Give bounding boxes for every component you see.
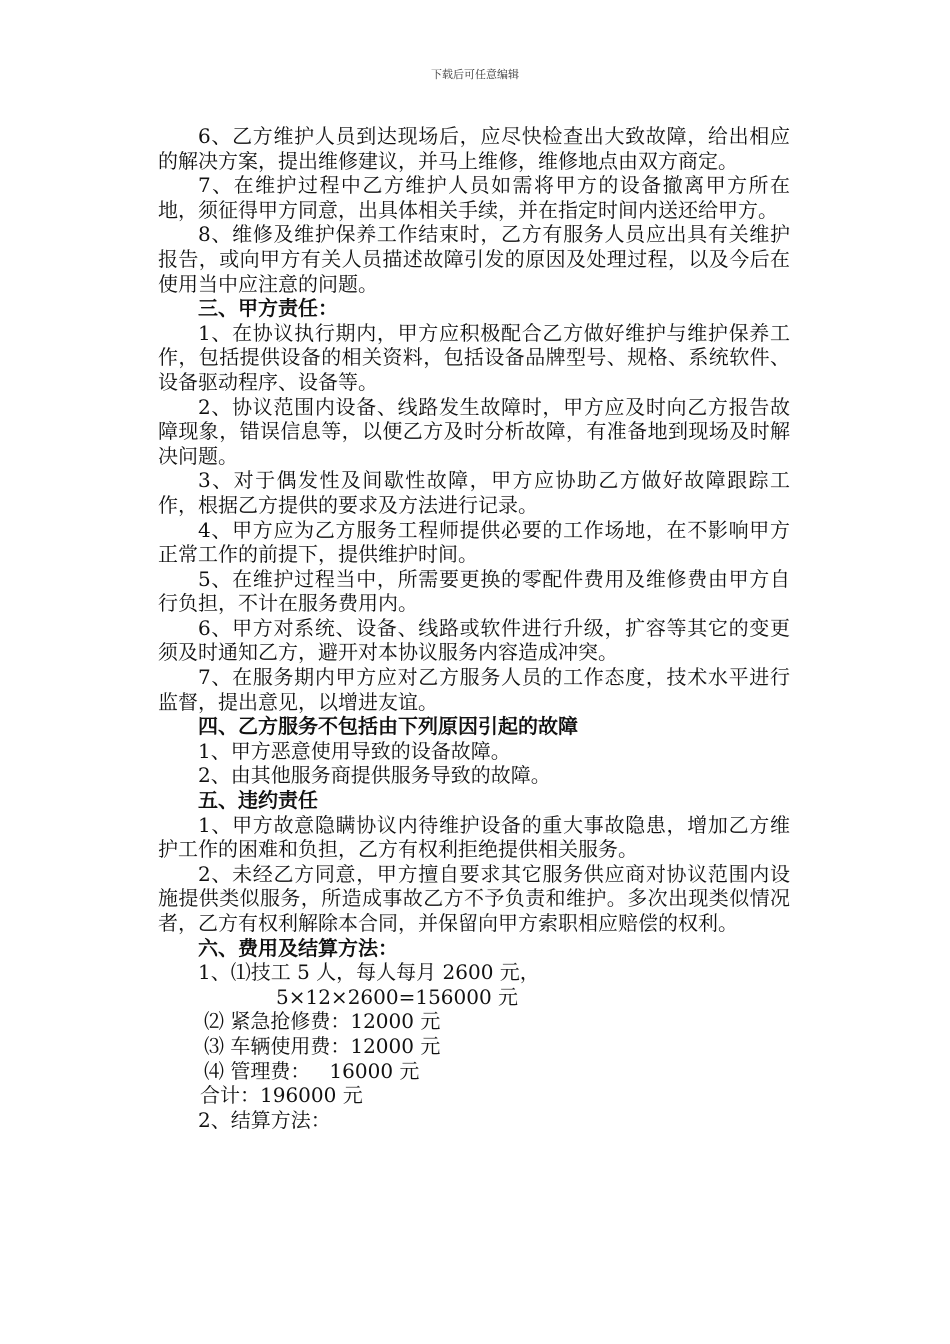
clause-3-1: 1、在协议执行期内，甲方应积极配合乙方做好维护与维护保养工作，包括提供设备的相关资料，包括设备品牌型号、规格、系统软件、设备驱动程序、设备等。	[158, 320, 790, 394]
clause-5-2: 2、未经乙方同意，甲方擅自要求其它服务供应商对协议范围内设施提供类似服务，所造成事故乙方不予负责和维护。多次出现类似情况者，乙方有权利解除本合同，并保留向甲方索职相应赔偿的权利。	[158, 861, 790, 935]
clause-3-4: 4、甲方应为乙方服务工程师提供必要的工作场地，在不影响甲方正常工作的前提下，提供维护时间。	[158, 517, 790, 567]
settlement-method: 2、结算方法：	[198, 1107, 331, 1132]
fee-management: ⑷ 管理费： 16000 元	[204, 1058, 420, 1083]
fee-total: 合计：196000 元	[200, 1083, 363, 1108]
clause-5-1: 1、甲方故意隐瞒协议内待维护设备的重大事故隐患，增加乙方维护工作的困难和负担，乙方有权利拒绝提供相关服务。	[158, 812, 790, 862]
clause-3-5: 5、在维护过程当中，所需要更换的零配件费用及维修费由甲方自行负担，不计在服务费用内。	[158, 566, 790, 616]
section-4-title: 四、乙方服务不包括由下列原因引起的故障	[198, 714, 578, 739]
document-body	[158, 124, 790, 1132]
fee-labor-calc: 5×12×2600=156000 元	[276, 984, 519, 1009]
fee-vehicle: ⑶ 车辆使用费：12000 元	[204, 1033, 441, 1058]
clause-4-1: 1、甲方恶意使用导致的设备故障。	[198, 738, 511, 763]
clause-3-7: 7、在服务期内甲方应对乙方服务人员的工作态度，技术水平进行监督，提出意见，以增进友谊。	[158, 665, 790, 714]
section-6-title: 六、费用及结算方法：	[198, 935, 398, 960]
fee-labor: 1、⑴技工 5 人，每人每月 2600 元，	[198, 960, 540, 985]
page-header: 下载后可任意编辑	[431, 68, 519, 81]
section-5-title: 五、违约责任	[198, 788, 318, 813]
clause-3-2: 2、协议范围内设备、线路发生故障时，甲方应及时向乙方报告故障现象，错误信息等，以便乙方及时分析故障，有准备地到现场及时解决问题。	[158, 394, 790, 468]
section-3-title: 三、甲方责任：	[198, 296, 338, 321]
clause-2-6: 6、乙方维护人员到达现场后，应尽快检查出大致故障，给出相应的解决方案，提出维修建议，并马上维修，维修地点由双方商定。	[158, 124, 790, 173]
fee-emergency: ⑵ 紧急抢修费：12000 元	[204, 1009, 441, 1034]
clause-3-6: 6、甲方对系统、设备、线路或软件进行升级，扩容等其它的变更须及时通知乙方，避开对本协议服务内容造成冲突。	[158, 615, 790, 665]
clause-2-7: 7、在维护过程中乙方维护人员如需将甲方的设备撤离甲方所在地，须征得甲方同意，出具体相关手续，并在指定时间内送还给甲方。	[158, 173, 790, 222]
clause-4-2: 2、由其他服务商提供服务导致的故障。	[198, 763, 551, 788]
clause-2-8: 8、维修及维护保养工作结束时，乙方有服务人员应出具有关维护报告，或向甲方有关人员描述故障引发的原因及处理过程，以及今后在使用当中应注意的问题。	[158, 222, 790, 296]
clause-3-3: 3、对于偶发性及间歇性故障，甲方应协助乙方做好故障跟踪工作，根据乙方提供的要求及方法进行记录。	[158, 468, 790, 517]
